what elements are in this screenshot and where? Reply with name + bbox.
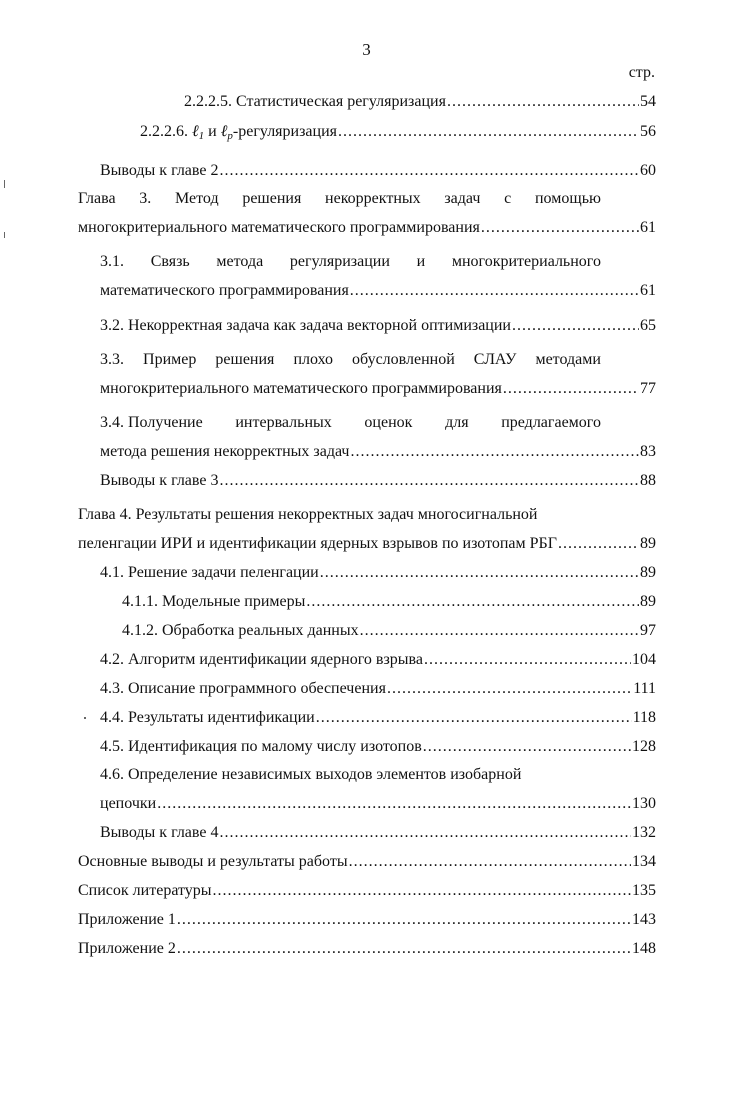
toc-entry (78, 88, 656, 115)
word: Метод (175, 190, 219, 207)
word: оценок (364, 414, 413, 431)
dot-leader (213, 876, 631, 905)
word: 3.1. (100, 253, 124, 270)
toc-entry-line1 (78, 185, 656, 213)
toc-entry-page: 135 (632, 882, 656, 899)
chapter-heading: Глава 4. Результаты решения некорректных задач многосигнальной (78, 506, 538, 523)
pages-column-header: стр. (628, 64, 655, 81)
word: 3. (139, 190, 152, 207)
toc-entry (78, 905, 656, 934)
dot-leader (350, 276, 639, 305)
dot-leader (447, 88, 639, 115)
word: некорректных (325, 190, 421, 207)
word: регуляризации (289, 253, 390, 270)
toc-entry-line1 (78, 409, 656, 437)
toc-entry-title: Выводы к главе 3 (100, 472, 219, 489)
dot-leader (320, 558, 639, 587)
toc-entry-page: 61 (640, 282, 656, 299)
toc-entry-page: 83 (640, 443, 656, 460)
word: плохо (293, 351, 333, 368)
toc-entry-title (78, 115, 337, 153)
toc-entry-page: 60 (640, 162, 656, 179)
word: метода (216, 253, 264, 270)
toc-entry (78, 934, 656, 963)
toc-entry-page: 89 (640, 535, 656, 552)
toc-entry-title: 4.3. Описание программного обеспечения (100, 680, 386, 697)
word: решения (215, 351, 275, 368)
toc-entry-title: цепочки (100, 795, 157, 812)
dot-leader (512, 311, 639, 340)
toc-entry-title: Список литературы (78, 882, 212, 899)
toc-entry-page: 65 (640, 317, 656, 334)
dot-leader (387, 674, 632, 703)
section-heading: 4.6. Определение независимых выходов элементов изобарной (100, 766, 522, 783)
dot-leader (177, 905, 631, 934)
word: с (504, 190, 512, 207)
entry-suffix: -регуляризация (232, 123, 338, 140)
word: 3.3. (100, 351, 124, 368)
toc-entry (78, 276, 656, 305)
dot-leader (558, 529, 639, 558)
toc-entry (78, 876, 656, 905)
toc-entry-title: 4.1.2. Обработка реальных данных (122, 622, 359, 639)
word: задач (444, 190, 481, 207)
word: 3.4. Получение (100, 414, 203, 431)
dot-leader (219, 156, 639, 185)
toc-entry (78, 213, 656, 242)
subscript: p (227, 130, 233, 142)
word: Пример (143, 351, 197, 368)
toc-entry-page: 56 (640, 123, 656, 140)
ell-symbol: ℓ (220, 123, 228, 140)
word: обусловленной (352, 351, 455, 368)
dot-leader (306, 587, 639, 616)
toc-entry (78, 847, 656, 876)
page-number: 3 (362, 40, 371, 59)
toc-entry (78, 616, 656, 645)
dot-leader (350, 437, 639, 466)
conjunction: и (204, 123, 221, 140)
dot-leader (338, 115, 639, 148)
toc-entry-page: 89 (640, 593, 656, 610)
toc-entry-page: 104 (632, 651, 656, 668)
toc-entry (78, 529, 656, 558)
toc-entry (78, 466, 656, 495)
toc-entry (78, 674, 656, 703)
toc-entry-line1 (78, 501, 656, 529)
dot-leader (219, 818, 631, 847)
toc-entry-title: 4.2. Алгоритм идентификации ядерного взрыва (100, 651, 423, 668)
word: методами (535, 351, 601, 368)
toc-entry-page: 118 (632, 709, 656, 726)
toc-entry (78, 645, 656, 674)
toc-entry-title: 4.1. Решение задачи пеленгации (100, 564, 319, 581)
toc-entry-page: 88 (640, 472, 656, 489)
dot-leader (423, 732, 631, 761)
toc-entry-title: 4.5. Идентификация по малому числу изотопов (100, 738, 422, 755)
scan-mark (4, 180, 5, 188)
toc-entry-title: Приложение 2 (78, 940, 176, 957)
toc-entry-page: 54 (640, 93, 656, 110)
toc-entry-page: 134 (632, 853, 656, 870)
toc-entry (78, 587, 656, 616)
dot-leader (219, 466, 639, 495)
toc-entry (78, 703, 656, 732)
toc-entry (78, 156, 656, 185)
toc-entry-line1 (78, 346, 656, 374)
toc-entry-page: 148 (632, 940, 656, 957)
entry-number: 2.2.2.6. (140, 123, 192, 140)
dot-leader (503, 374, 639, 403)
toc-entry (78, 311, 656, 340)
toc-entry-page: 130 (632, 795, 656, 812)
scan-mark (4, 232, 5, 238)
toc-entry (78, 732, 656, 761)
toc-entry-line1 (78, 248, 656, 276)
dot-leader (360, 616, 639, 645)
ell-symbol: ℓ (192, 123, 199, 140)
toc-entry-page: 61 (640, 219, 656, 236)
dot-leader (316, 703, 632, 732)
toc-entry-title: многокритериального математического программирования (78, 219, 480, 236)
word: многокритериального (451, 253, 601, 270)
toc-entry-page: 143 (632, 911, 656, 928)
toc-entry (78, 115, 656, 148)
word: Связь (150, 253, 190, 270)
toc-entry-title: математического программирования (100, 282, 349, 299)
toc-entry-title: пеленгации ИРИ и идентификации ядерных взрывов по изотопам РБГ (78, 535, 557, 552)
toc-entry-title: метода решения некорректных задач (100, 443, 350, 460)
word: для (445, 414, 469, 431)
dot-leader (177, 934, 631, 963)
toc-entry-page: 128 (632, 738, 656, 755)
toc-entry-title: многокритериального математического программирования (100, 380, 502, 397)
toc-entry-line1 (78, 761, 656, 789)
toc-entry (78, 437, 656, 466)
toc-entry (78, 558, 656, 587)
toc-entry (78, 818, 656, 847)
word: и (416, 253, 426, 270)
toc-entry-title: 4.4. Результаты идентификации (100, 709, 315, 726)
toc-entry-title: Приложение 1 (78, 911, 176, 928)
word: предлагаемого (501, 414, 601, 431)
word: СЛАУ (473, 351, 517, 368)
toc-entry (78, 374, 656, 403)
table-of-contents (78, 88, 656, 963)
word: помощью (534, 190, 601, 207)
toc-entry-title: Выводы к главе 4 (100, 824, 219, 841)
toc-entry (78, 789, 656, 818)
dot-leader (481, 213, 639, 242)
dot-leader (349, 847, 631, 876)
toc-entry-title: Выводы к главе 2 (100, 162, 219, 179)
word: решения (242, 190, 302, 207)
word: Глава (78, 190, 116, 207)
toc-entry-page: 89 (640, 564, 656, 581)
toc-entry-page: 132 (632, 824, 656, 841)
toc-entry-page: 111 (633, 680, 656, 697)
toc-entry-title: Основные выводы и результаты работы (78, 853, 348, 870)
toc-entry-title: 4.1.1. Модельные примеры (122, 593, 306, 610)
word: интервальных (235, 414, 332, 431)
toc-entry-title: 3.2. Некорректная задача как задача векторной оптимизации (100, 317, 511, 334)
dot-leader (157, 789, 631, 818)
toc-entry-page: 97 (640, 622, 656, 639)
subscript: 1 (198, 130, 205, 142)
dot-leader (424, 645, 631, 674)
toc-entry-title: 2.2.2.5. Статистическая регуляризация (184, 93, 446, 110)
toc-entry-page: 77 (640, 380, 656, 397)
